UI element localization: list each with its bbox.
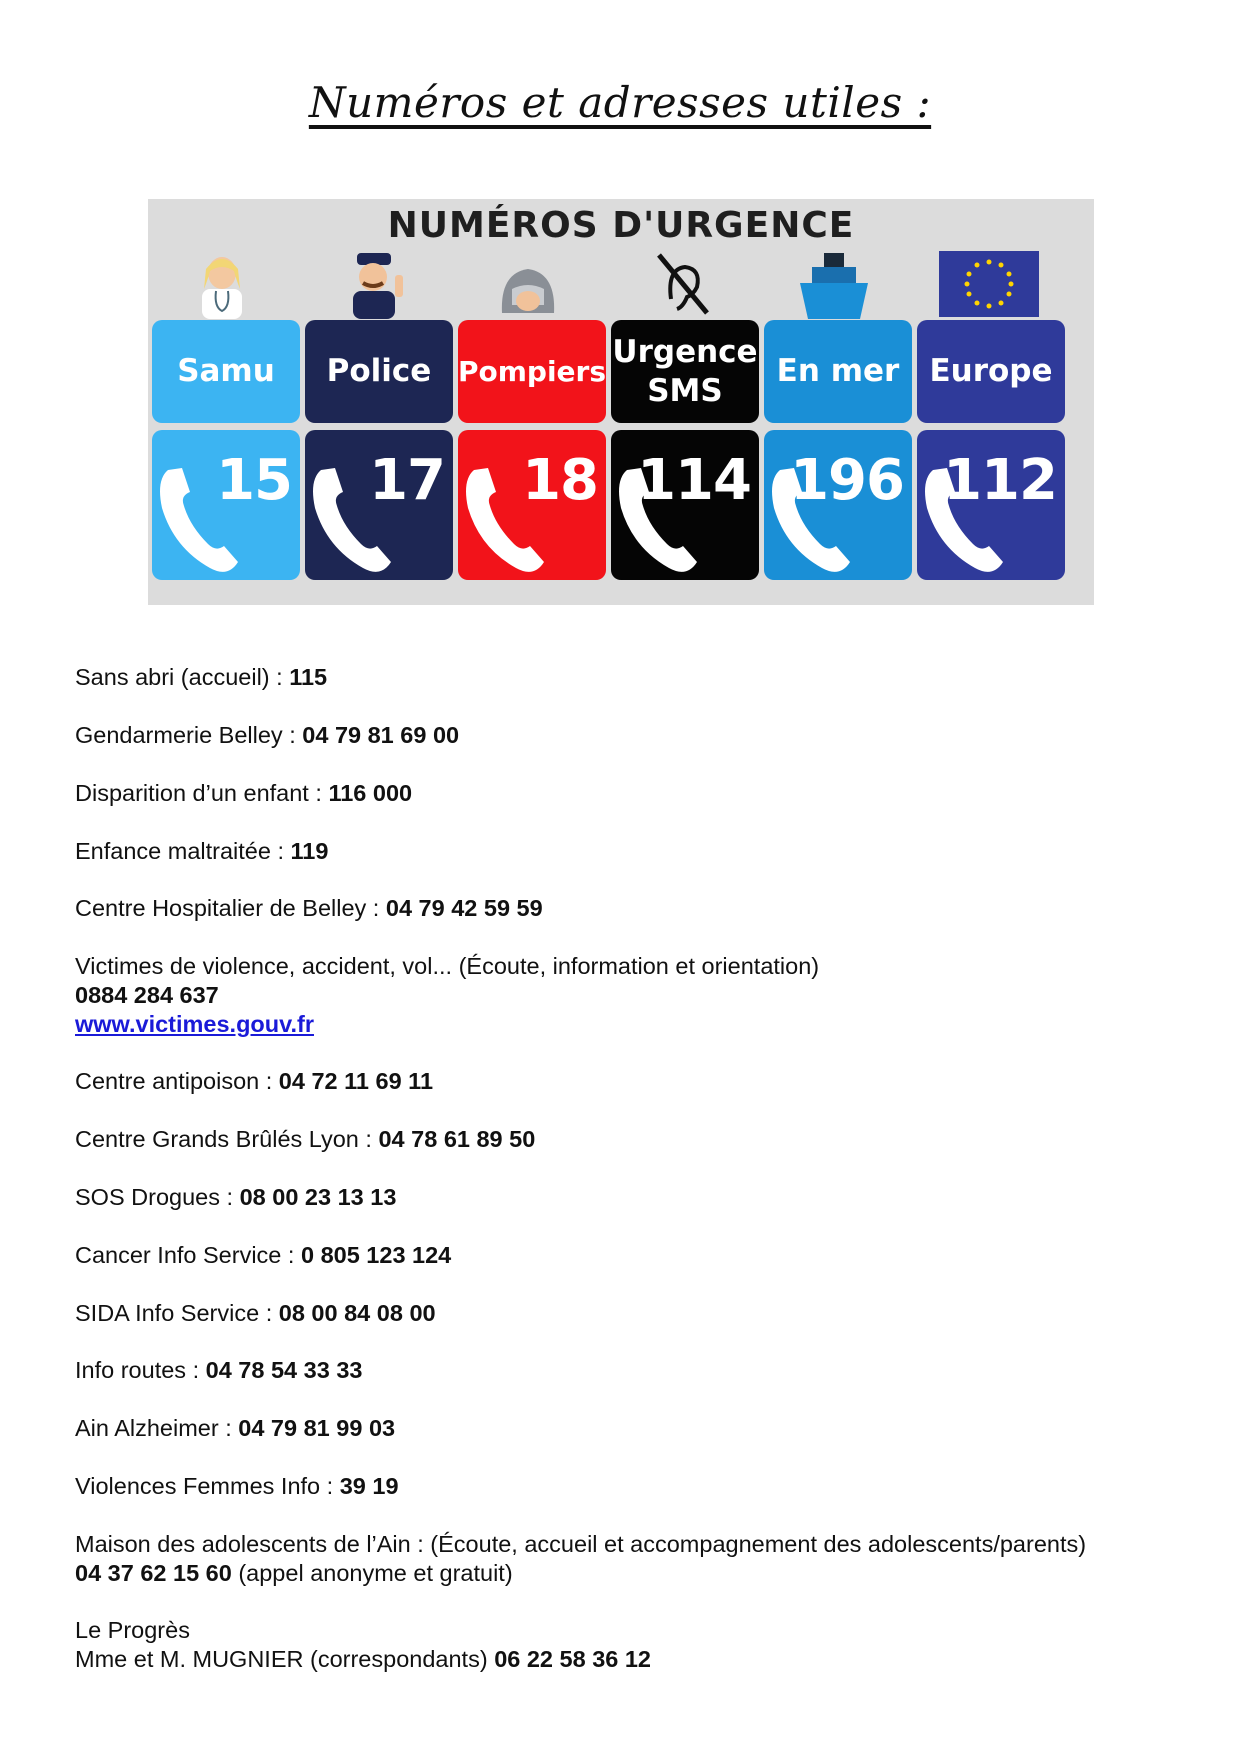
police-officer-icon [301,249,449,319]
page-title: Numéros et adresses utiles : [308,78,932,127]
service-number: 112 [943,448,1057,513]
contact-entry [75,721,459,750]
service-number-box [917,430,1065,580]
contact-label: Centre antipoison : [75,1068,279,1094]
service-label: Europe [917,320,1065,423]
contact-number: 04 79 81 99 03 [238,1415,396,1441]
contact-entry [75,1530,1086,1588]
banner-title: NUMÉROS D'URGENCE [387,205,855,246]
service-label: Pompiers [458,320,606,423]
service-urgence-sms [607,199,758,605]
contact-label: Cancer Info Service : [75,1242,301,1268]
victimes-link[interactable]: www.victimes.gouv.fr [75,1011,314,1037]
contact-label: Sans abri (accueil) : [75,664,290,690]
contact-number: 116 000 [328,780,413,806]
contact-label: Centre Grands Brûlés Lyon : [75,1126,379,1152]
contact-label: Disparition d’un enfant : [75,780,329,806]
service-label: Urgence SMS [611,320,759,423]
contact-number: 08 00 84 08 00 [278,1300,436,1326]
contact-label: Centre Hospitalier de Belley : [75,895,386,921]
service-label: En mer [764,320,912,423]
contact-note: (appel anonyme et gratuit) [231,1560,513,1586]
contact-label: SIDA Info Service : [75,1300,279,1326]
contact-number: 119 [290,838,329,864]
contact-number: 04 72 11 69 11 [278,1068,434,1094]
contact-entry [75,1183,396,1212]
contact-label-secondary: Mme et M. MUGNIER (correspondants) [75,1646,495,1672]
contact-entry [75,1414,395,1443]
contact-number: 115 [289,664,328,690]
service-number: 17 [369,448,445,513]
ship-icon [760,249,908,319]
service-pompiers [454,199,607,605]
service-number: 114 [637,448,751,513]
contact-number: 08 00 23 13 13 [239,1184,397,1210]
contact-entry [75,779,412,808]
contact-number: 06 22 58 36 12 [494,1646,651,1672]
doctor-icon [148,249,296,319]
service-police [301,199,449,605]
service-number: 18 [522,448,598,513]
contact-entry [75,1472,399,1501]
contact-number: 39 19 [339,1473,399,1499]
firefighter-helmet-icon [454,249,602,319]
service-number: 15 [216,448,292,513]
contact-label: Violences Femmes Info : [75,1473,340,1499]
contact-label: Victimes de violence, accident, vol... (Écoute, information et orientation) [75,953,820,979]
contact-entry [75,1125,535,1154]
service-europe [913,199,1061,605]
contact-entry [75,663,327,692]
contact-label: Enfance maltraitée : [75,838,291,864]
contact-label: Info routes : [75,1357,206,1383]
service-samu [148,199,296,605]
contact-number: 0884 284 637 [75,982,219,1008]
contact-number: 04 79 42 59 59 [385,895,543,921]
contact-label: Gendarmerie Belley : [75,722,303,748]
service-number-box [764,430,912,580]
contact-number: 04 37 62 15 60 [75,1560,232,1586]
service-number: 196 [790,448,904,513]
service-en-mer [760,199,908,605]
contact-number: 04 78 54 33 33 [205,1357,363,1383]
contact-label: SOS Drogues : [75,1184,240,1210]
contact-entry [75,1067,433,1096]
contact-label: Maison des adolescents de l’Ain : (Écoute, accueil et accompagnement des adolescents/parents) [75,1531,1087,1557]
contact-entry [75,952,819,1039]
service-number-box [305,430,453,580]
deaf-icon [607,249,755,319]
service-number-box [611,430,759,580]
contact-entry [75,1356,362,1385]
contact-number: 04 79 81 69 00 [302,722,460,748]
service-label: Police [305,320,453,423]
contact-number: 0 805 123 124 [300,1242,452,1268]
service-number-box [152,430,300,580]
contact-label: Le Progrès [75,1617,190,1643]
contact-entry [75,894,543,923]
service-number-box [458,430,606,580]
contact-label: Ain Alzheimer : [75,1415,239,1441]
service-label: Samu [152,320,300,423]
emergency-numbers-banner [148,199,1094,605]
contact-entry [75,1616,651,1674]
eu-flag-icon [913,249,1061,319]
contact-entry [75,1241,451,1270]
contact-number: 04 78 61 89 50 [378,1126,536,1152]
contact-entry [75,837,328,866]
contact-entry [75,1299,436,1328]
